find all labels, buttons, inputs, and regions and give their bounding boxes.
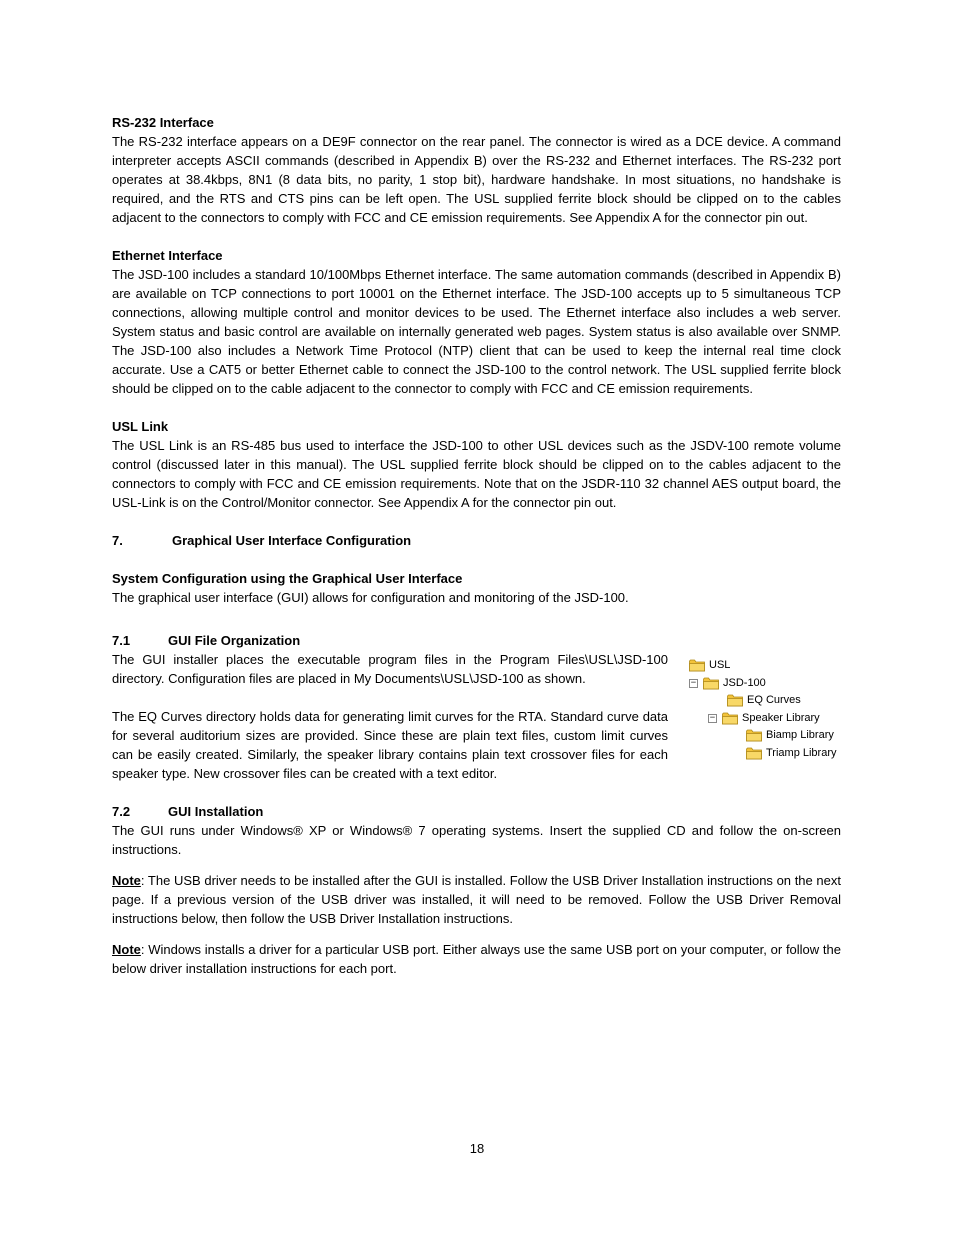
folder-icon [746, 747, 762, 760]
tree-item-label: Speaker Library [742, 711, 820, 724]
collapse-icon[interactable]: − [690, 677, 697, 688]
ethernet-body: The JSD-100 includes a standard 10/100Mbps Ethernet interface. The same automation commands (described in Appendix B) are available on TCP connections to port 10001 on the Ethernet interface. The JSD-100 accepts up to 5 simultaneous TCP connections, allowing multiple control and monitor devices to be used. The Ethernet interface also includes a web server. System status and basic control are available on internally generated web pages. System status is also available over SNMP. The JSD-100 also includes a Network Time Protocol (NTP) client that can be used to keep the internal real time clock accurate. Use a CAT5 or better Ethernet cable to connect the JSD-100 to the control network. The USL supplied ferrite block should be clipped on to the cable adjacent to the connector to comply with FCC and CE emission requirements. [112, 267, 841, 396]
gui-installation-body: The GUI runs under Windows® XP or Windows® 7 operating systems. Insert the supplied CD and follow the on-screen instructions. [112, 823, 841, 857]
tree-item[interactable] [685, 692, 841, 710]
section-7-text: Graphical User Interface Configuration [172, 533, 412, 548]
note-2 [112, 940, 841, 978]
rs232-body: The RS-232 interface appears on a DE9F connector on the rear panel. The connector is wired as a DCE device. A command interpreter accepts ASCII commands (described in Appendix B) over the RS-232 and Ethernet interfaces. The RS-232 port operates at 38.4kbps, 8N1 (8 data bits, no parity, 1 stop bit), hardware handshake. In most situations, no handshake is required, and the RTS and CTS pins can be left open. The USL supplied ferrite block should be clipped on to the cables adjacent to the connectors to comply with FCC and CE emission requirements. See Appendix A for the connector pin out. [112, 134, 841, 225]
usl-link-body: The USL Link is an RS-485 bus used to interface the JSD-100 to other USL devices such as the JSDV-100 remote volume control (discussed later in this manual). The USL supplied ferrite block should be clipped on to the cables adjacent to the connectors to comply with FCC and CE emission requirements. Note that on the JSDR-110 32 channel AES output board, the USL-Link is on the Control/Monitor connector. See Appendix A for the connector pin out. [112, 438, 841, 510]
tree-item[interactable] [685, 745, 841, 763]
section-7-2-title [112, 802, 841, 821]
folder-icon [689, 659, 705, 672]
rs232-heading: RS-232 Interface [112, 115, 214, 130]
note-1-label: Note [112, 873, 141, 888]
section-7-title [112, 531, 841, 550]
note-2-body: : Windows installs a driver for a particular USB port. Either always use the same USB port on your computer, or follow the below driver installation instructions for each port. [112, 942, 841, 976]
folder-icon [703, 677, 719, 690]
note-1 [112, 871, 841, 928]
tree-item-label: EQ Curves [747, 694, 801, 707]
collapse-icon[interactable]: − [709, 712, 716, 723]
folder-icon [722, 712, 738, 725]
tree-item-label: Biamp Library [766, 729, 834, 742]
tree-item[interactable] [685, 675, 841, 693]
ethernet-heading: Ethernet Interface [112, 248, 223, 263]
note-1-body: : The USB driver needs to be installed after the GUI is installed. Follow the USB Driver Installation instructions on the next page. If a previous version of the USB driver was installed, it will need to be removed. Follow the USB Driver Removal instructions below, then follow the USB Driver Installation instructions. [112, 873, 841, 926]
section-7-2-text: GUI Installation [168, 804, 264, 819]
section-7-2-number: 7.2 [112, 804, 131, 819]
system-config-body: The graphical user interface (GUI) allows for configuration and monitoring of the JSD-100. [112, 590, 629, 605]
file-organization-para-1: The GUI installer places the executable program files in the Program Files\USL\JSD-100 directory. Configuration files are placed in My Documents\USL\JSD-100 as shown. [112, 652, 668, 686]
tree-item[interactable] [685, 727, 841, 745]
tree-item[interactable] [685, 657, 841, 675]
tree-item-label: Triamp Library [766, 746, 837, 759]
folder-tree [685, 657, 841, 783]
section-7-1-text: GUI File Organization [168, 633, 301, 648]
section-7-number: 7. [112, 533, 123, 548]
folder-icon [746, 729, 762, 742]
file-organization-block [112, 650, 841, 783]
section-7-1-title [112, 631, 841, 650]
tree-item[interactable] [685, 710, 841, 728]
file-organization-para-2: The EQ Curves directory holds data for generating limit curves for the RTA. Standard curve data for several auditorium sizes are provided. Since these are plain text files, custom limit curves can be easily created. Similarly, the speaker library contains plain text crossover files for each speaker type. New crossover files can be created with a text editor. [112, 709, 668, 781]
page-number: 18 [469, 1141, 485, 1156]
section-7-1-number: 7.1 [112, 633, 131, 648]
tree-item-label: USL [709, 659, 731, 672]
note-2-label: Note [112, 942, 141, 957]
tree-item-label: JSD-100 [723, 676, 766, 689]
document-page [112, 113, 841, 978]
system-config-heading: System Configuration using the Graphical User Interface [112, 571, 463, 586]
folder-icon [727, 694, 743, 707]
usl-link-heading: USL Link [112, 419, 169, 434]
